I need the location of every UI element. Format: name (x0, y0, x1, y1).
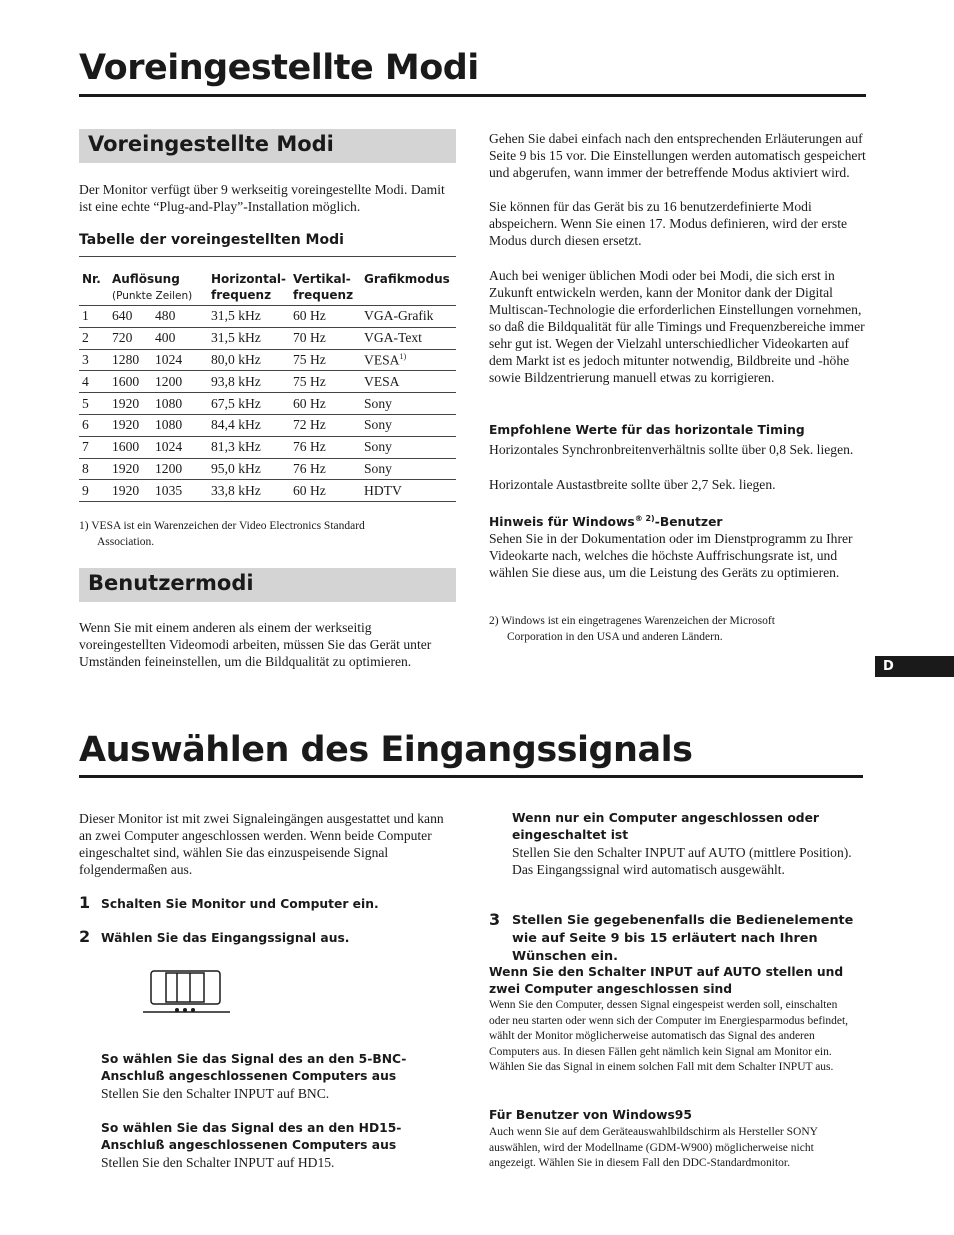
cell-vfreq-value: 75 Hz (293, 351, 326, 367)
cell-mode-value: VGA-Grafik (364, 308, 434, 324)
cell-vfreq (290, 371, 361, 393)
cell-height-value: 400 (155, 330, 176, 346)
cell-nr-value: 7 (82, 439, 89, 455)
cell-height-value: 1035 (155, 482, 183, 498)
section-title-input: Auswählen des Eingangssignals (79, 730, 693, 770)
cell-resolution (109, 458, 208, 480)
cell-nr-value: 3 (82, 351, 89, 367)
cell-mode (361, 371, 456, 393)
cell-nr (79, 306, 109, 328)
cell-nr (79, 414, 109, 436)
cell-mode (361, 458, 456, 480)
cell-vfreq-value: 60 Hz (293, 308, 326, 324)
cell-nr (79, 349, 109, 371)
footnote-windows-cont: Corporation in den USA und anderen Ländern. (507, 631, 723, 643)
intro-text: Der Monitor verfügt über 9 werkseitig voreingestellte Modi. Damit ist eine echte “Plug-and-Play”-Installation möglich. (79, 182, 445, 214)
cell-hfreq (208, 458, 290, 480)
cell-mode-value: VESA (364, 352, 400, 368)
cell-hfreq (208, 306, 290, 328)
cell-mode (361, 436, 456, 458)
cell-vfreq (290, 480, 361, 502)
table-row (79, 480, 456, 502)
cell-nr (79, 393, 109, 415)
table-title: Tabelle der voreingestellten Modi (79, 232, 344, 248)
cell-mode (361, 327, 456, 349)
cell-height-value: 1200 (155, 373, 183, 389)
timing-heading: Empfohlene Werte für das horizontale Timing (489, 423, 805, 437)
input-switch-illustration (140, 967, 236, 1017)
cell-width-value: 1600 (112, 373, 140, 389)
cell-hfreq-value: 31,5 kHz (211, 330, 261, 346)
single-computer-heading: Wenn nur ein Computer angeschlossen oder eingeschaltet ist (512, 811, 819, 842)
input-intro: Dieser Monitor ist mit zwei Signaleingängen ausgestattet und kann an zwei Computer angeschlossen werden. Wenn beide Computer eingeschaltet sind, wählen Sie das einzuspeisende Signal folgendermaßen aus. (79, 811, 444, 877)
footnote-windows: 2) Windows ist ein eingetragenes Warenzeichen der Microsoft (489, 615, 775, 627)
cell-resolution (109, 371, 208, 393)
preset-modes-table (79, 256, 456, 502)
page-title: Voreingestellte Modi (79, 48, 479, 88)
language-tab (875, 656, 954, 677)
col-vfreq-label: Vertikal- (293, 272, 351, 286)
cell-hfreq (208, 349, 290, 371)
cell-hfreq-value: 84,4 kHz (211, 417, 261, 433)
win95-text: Auch wenn Sie auf dem Geräteauswahlbildschirm als Hersteller SONY auswählen, wird der Modellname (GDM-W900) möglicherweise nicht angezeigt. Wählen Sie in diesem Fall den DDC-Standardmonitor. (489, 1126, 818, 1169)
cell-width-value: 1920 (112, 417, 140, 433)
cell-vfreq-value: 76 Hz (293, 460, 326, 476)
cell-hfreq (208, 436, 290, 458)
table-row (79, 327, 456, 349)
cell-height-value: 1024 (155, 351, 183, 367)
cell-hfreq-value: 33,8 kHz (211, 482, 261, 498)
title-rule (79, 94, 866, 97)
cell-mode (361, 306, 456, 328)
cell-height-value: 1024 (155, 439, 183, 455)
col-vfreq (290, 257, 361, 306)
cell-width-value: 720 (112, 330, 133, 346)
right-para-2: Sie können für das Gerät bis zu 16 benutzerdefinierte Modi abspeichern. Wenn Sie einen 17. Modus definieren, wird der erste Modus durch diesen ersetzt. (489, 199, 848, 248)
title-rule (79, 775, 863, 778)
cell-hfreq (208, 414, 290, 436)
table-row (79, 414, 456, 436)
cell-hfreq (208, 371, 290, 393)
col-resolution-sub: (Punkte Zeilen) (112, 290, 193, 302)
cell-vfreq-value: 70 Hz (293, 330, 326, 346)
user-modes-text: Wenn Sie mit einem anderen als einem der werkseitig voreingestellten Videomodi arbeiten, müssen Sie das Gerät unter Umständen feineinstellen, um die Bildqualität zu optimieren. (79, 620, 432, 669)
cell-mode (361, 349, 456, 371)
cell-resolution (109, 349, 208, 371)
step-1: Schalten Sie Monitor und Computer ein. (101, 897, 379, 911)
cell-nr (79, 458, 109, 480)
hint-head-a: Hinweis für Windows (489, 515, 635, 530)
table-row (79, 458, 456, 480)
cell-mode-value: VGA-Text (364, 330, 422, 346)
step-3: Stellen Sie gegebenenfalls die Bedienelemente wie auf Seite 9 bis 15 erläutert nach Ihren Wünschen ein. (512, 913, 854, 964)
col-resolution (109, 257, 208, 306)
hint-sup: ® 2) (634, 514, 655, 523)
cell-width-value: 1920 (112, 482, 140, 498)
cell-nr-value: 6 (82, 417, 89, 433)
timing-text-2: Horizontale Austastbreite sollte über 2,7 Sek. liegen. (489, 477, 776, 492)
cell-mode-value: Sony (364, 460, 392, 476)
step-number: 3 (489, 910, 501, 929)
cell-vfreq-value: 72 Hz (293, 417, 326, 433)
cell-width-value: 1600 (112, 439, 140, 455)
cell-width-value: 1920 (112, 395, 140, 411)
auto-text: Wenn Sie den Computer, dessen Signal eingespeist werden soll, einschalten oder neu starten oder wenn sich der Computer im Energiesparmodus befindet, wählt der Monitor möglicherweise automatisch das Signal des anderen Computers aus. In diesen Fällen geht nämlich kein Signal am Monitor ein. Wählen Sie das Signal in einem solchen Fall mit dem Schalter INPUT aus. (489, 999, 849, 1073)
cell-mode-footnote: 1) (399, 351, 407, 361)
col-hfreq-label: Horizontal- (211, 272, 287, 286)
cell-resolution (109, 393, 208, 415)
table-row (79, 306, 456, 328)
cell-resolution (109, 306, 208, 328)
cell-hfreq-value: 80,0 kHz (211, 351, 261, 367)
cell-vfreq (290, 436, 361, 458)
col-mode: Grafikmodus (361, 257, 456, 306)
cell-resolution (109, 480, 208, 502)
cell-nr-value: 9 (82, 482, 89, 498)
cell-height-value: 480 (155, 308, 176, 324)
table-row (79, 436, 456, 458)
col-hfreq (208, 257, 290, 306)
cell-vfreq-value: 60 Hz (293, 482, 326, 498)
table-header-row (79, 257, 456, 306)
cell-width-value: 1920 (112, 460, 140, 476)
footnote-vesa-cont: Association. (97, 536, 155, 548)
cell-vfreq (290, 327, 361, 349)
step-2: Wählen Sie das Eingangssignal aus. (101, 931, 350, 945)
cell-resolution (109, 327, 208, 349)
hd15-heading: So wählen Sie das Signal des an den HD15-Anschluß angeschlossenen Computers aus (101, 1121, 402, 1152)
bnc-heading: So wählen Sie das Signal des an den 5-BNC-Anschluß angeschlossenen Computers aus (101, 1052, 407, 1083)
cell-mode (361, 480, 456, 502)
col-hfreq-label2: frequenz (211, 288, 272, 302)
cell-nr-value: 5 (82, 395, 89, 411)
cell-nr-value: 1 (82, 308, 89, 324)
cell-vfreq-value: 76 Hz (293, 439, 326, 455)
cell-vfreq (290, 414, 361, 436)
hd15-text: Stellen Sie den Schalter INPUT auf HD15. (101, 1155, 335, 1170)
win95-heading: Für Benutzer von Windows95 (489, 1108, 692, 1122)
cell-mode-value: VESA (364, 373, 400, 389)
cell-resolution (109, 436, 208, 458)
language-tab-label: D (883, 659, 894, 674)
section-header-user (79, 568, 456, 602)
cell-nr (79, 371, 109, 393)
windows-hint-text: Sehen Sie in der Dokumentation oder im Dienstprogramm zu Ihrer Videokarte nach, welches die höchste Auffrischungsrate ist, und wählen Sie diese aus, um die Leistung des Geräts zu optimieren. (489, 531, 853, 580)
table-row (79, 371, 456, 393)
cell-mode-value: Sony (364, 439, 392, 455)
cell-vfreq (290, 458, 361, 480)
cell-mode-value: Sony (364, 395, 392, 411)
section-title: Voreingestellte Modi (88, 132, 334, 156)
cell-hfreq (208, 327, 290, 349)
cell-resolution (109, 414, 208, 436)
step-number: 2 (79, 927, 91, 946)
cell-mode-value: HDTV (364, 482, 402, 498)
cell-hfreq-value: 95,0 kHz (211, 460, 261, 476)
cell-width-value: 1280 (112, 351, 140, 367)
cell-nr-value: 2 (82, 330, 89, 346)
cell-nr-value: 8 (82, 460, 89, 476)
cell-vfreq-value: 60 Hz (293, 395, 326, 411)
col-nr: Nr. (79, 257, 109, 306)
cell-mode (361, 393, 456, 415)
table-row (79, 349, 456, 371)
cell-hfreq (208, 393, 290, 415)
cell-height-value: 1080 (155, 417, 183, 433)
cell-nr (79, 436, 109, 458)
cell-vfreq (290, 393, 361, 415)
cell-nr (79, 327, 109, 349)
cell-height-value: 1200 (155, 460, 183, 476)
cell-nr (79, 480, 109, 502)
bnc-text: Stellen Sie den Schalter INPUT auf BNC. (101, 1086, 330, 1101)
cell-vfreq (290, 349, 361, 371)
cell-hfreq (208, 480, 290, 502)
auto-heading: Wenn Sie den Schalter INPUT auf AUTO stellen und zwei Computer angeschlossen sind (489, 965, 844, 996)
right-para-3: Auch bei weniger üblichen Modi oder bei Modi, die sich erst in Zukunft entwickeln werden, kann der Monitor dank der Digital Multiscan-Technologie die erforderlichen Einstellungen vornehmen, so daß die Bildqualität für alle Timings und Frequenzbereiche immer sehr gut ist. Wegen der Vielzahl unterschiedlicher Videokarten auf dem Markt ist es jedoch mitunter notwendig, Bildbreite und -höhe sowie Bildzentrierung manuell etwas zu korrigieren. (489, 268, 865, 385)
cell-mode-value: Sony (364, 417, 392, 433)
section-header-preset (79, 129, 456, 163)
step-number: 1 (79, 893, 91, 912)
cell-vfreq-value: 75 Hz (293, 373, 326, 389)
cell-width-value: 640 (112, 308, 133, 324)
cell-hfreq-value: 81,3 kHz (211, 439, 261, 455)
cell-mode (361, 414, 456, 436)
cell-vfreq (290, 306, 361, 328)
cell-hfreq-value: 93,8 kHz (211, 373, 261, 389)
table-row (79, 393, 456, 415)
windows-hint-heading (489, 510, 722, 531)
footnote-vesa: 1) VESA ist ein Warenzeichen der Video Electronics Standard (79, 520, 365, 532)
right-para-1: Gehen Sie dabei einfach nach den entsprechenden Erläuterungen auf Seite 9 bis 15 vor. Die Einstellungen werden automatisch gespeichert und abgerufen, wann immer der betreffende Modus aktiviert wird. (489, 131, 866, 180)
cell-nr-value: 4 (82, 373, 89, 389)
cell-hfreq-value: 31,5 kHz (211, 308, 261, 324)
section-title: Benutzermodi (88, 571, 254, 595)
cell-height-value: 1080 (155, 395, 183, 411)
cell-hfreq-value: 67,5 kHz (211, 395, 261, 411)
col-vfreq-label2: frequenz (293, 288, 354, 302)
timing-text-1: Horizontales Synchronbreitenverhältnis sollte über 0,8 Sek. liegen. (489, 442, 854, 457)
single-computer-text: Stellen Sie den Schalter INPUT auf AUTO (mittlere Position). Das Eingangssignal wird automatisch ausgewählt. (512, 845, 852, 877)
col-resolution-label: Auflösung (112, 272, 180, 286)
hint-head-b: -Benutzer (654, 515, 723, 530)
